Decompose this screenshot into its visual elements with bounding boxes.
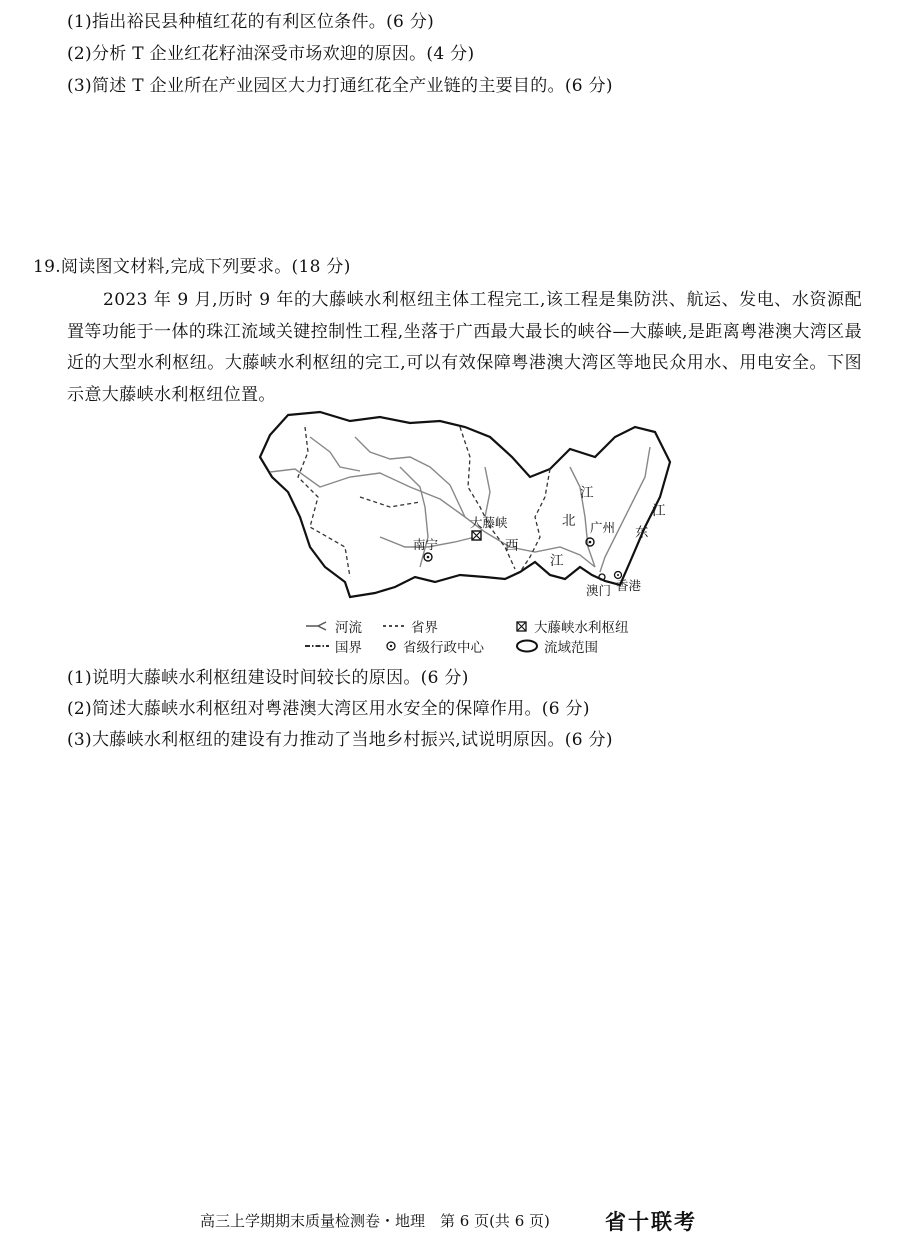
legend-national: 国界 — [304, 636, 362, 656]
national-border-icon — [304, 641, 330, 651]
basin-outline — [260, 412, 670, 597]
page-footer — [200, 1206, 720, 1236]
capital-icon — [384, 640, 398, 652]
hub-icon — [515, 620, 529, 632]
legend-capital: 省级行政中心 — [384, 636, 484, 656]
question-19-paragraph: 2023 年 9 月,历时 9 年的大藤峡水利枢纽主体工程完工,该工程是集防洪、航运、发电、水资源配置等功能于一体的珠江流域关键控制性工程,坐落于广西最大最长的峡谷—大藤峡,是距离粤港澳大湾区最近的大型水利枢纽。大藤峡水利枢纽的完工,可以有效保障粤港澳大湾区等地民众用水、用电安全。下图示意大藤峡水利枢纽位置。 — [67, 290, 862, 405]
legend-province: 省界 — [382, 616, 438, 636]
question-19-1: (1)说明大藤峡水利枢纽建设时间较长的原因。(6 分) — [67, 668, 469, 688]
label-jiang-xi: 江 — [550, 553, 564, 569]
label-aomen: 澳门 — [586, 583, 612, 598]
footer-brand: 省十联考 — [605, 1210, 697, 1234]
hub-marker-icon — [472, 531, 481, 540]
legend-river: 河流 — [304, 616, 362, 636]
label-nanning: 南宁 — [413, 537, 439, 552]
label-datengxia: 大藤峡 — [470, 515, 508, 530]
basin-map — [250, 407, 680, 607]
question-1: (1)指出裕民县种植红花的有利区位条件。(6 分) — [67, 12, 435, 32]
map-figure — [250, 407, 680, 607]
footer-text: 高三上学期期末质量检测卷・地理 第 6 页(共 6 页) — [200, 1212, 550, 1230]
question-19-3: (3)大藤峡水利枢纽的建设有力推动了当地乡村振兴,试说明原因。(6 分) — [67, 730, 613, 750]
label-guangzhou: 广州 — [590, 520, 616, 535]
question-2: (2)分析 T 企业红花籽油深受市场欢迎的原因。(4 分) — [67, 44, 475, 64]
map-legend — [300, 614, 670, 658]
question-19-heading: 19.阅读图文材料,完成下列要求。(18 分) — [33, 257, 351, 277]
basin-outline-icon — [515, 639, 539, 653]
capital-icon-nanning — [424, 553, 432, 561]
legend-hub: 大藤峡水利枢纽 — [515, 616, 629, 636]
label-jiang-dong: 江 — [652, 503, 666, 519]
label-jiang-bei: 江 — [580, 485, 594, 501]
province-border-icon — [382, 621, 406, 631]
label-xianggang: 香港 — [616, 578, 642, 593]
river-icon — [304, 621, 330, 631]
label-bei: 北 — [562, 513, 576, 529]
legend-basin: 流域范围 — [515, 636, 598, 656]
question-3: (3)简述 T 企业所在产业园区大力打通红花全产业链的主要目的。(6 分) — [67, 76, 613, 96]
label-dong: 东 — [635, 525, 649, 541]
question-19-2: (2)简述大藤峡水利枢纽对粤港澳大湾区用水安全的保障作用。(6 分) — [67, 699, 590, 719]
label-xi: 西 — [505, 538, 519, 554]
